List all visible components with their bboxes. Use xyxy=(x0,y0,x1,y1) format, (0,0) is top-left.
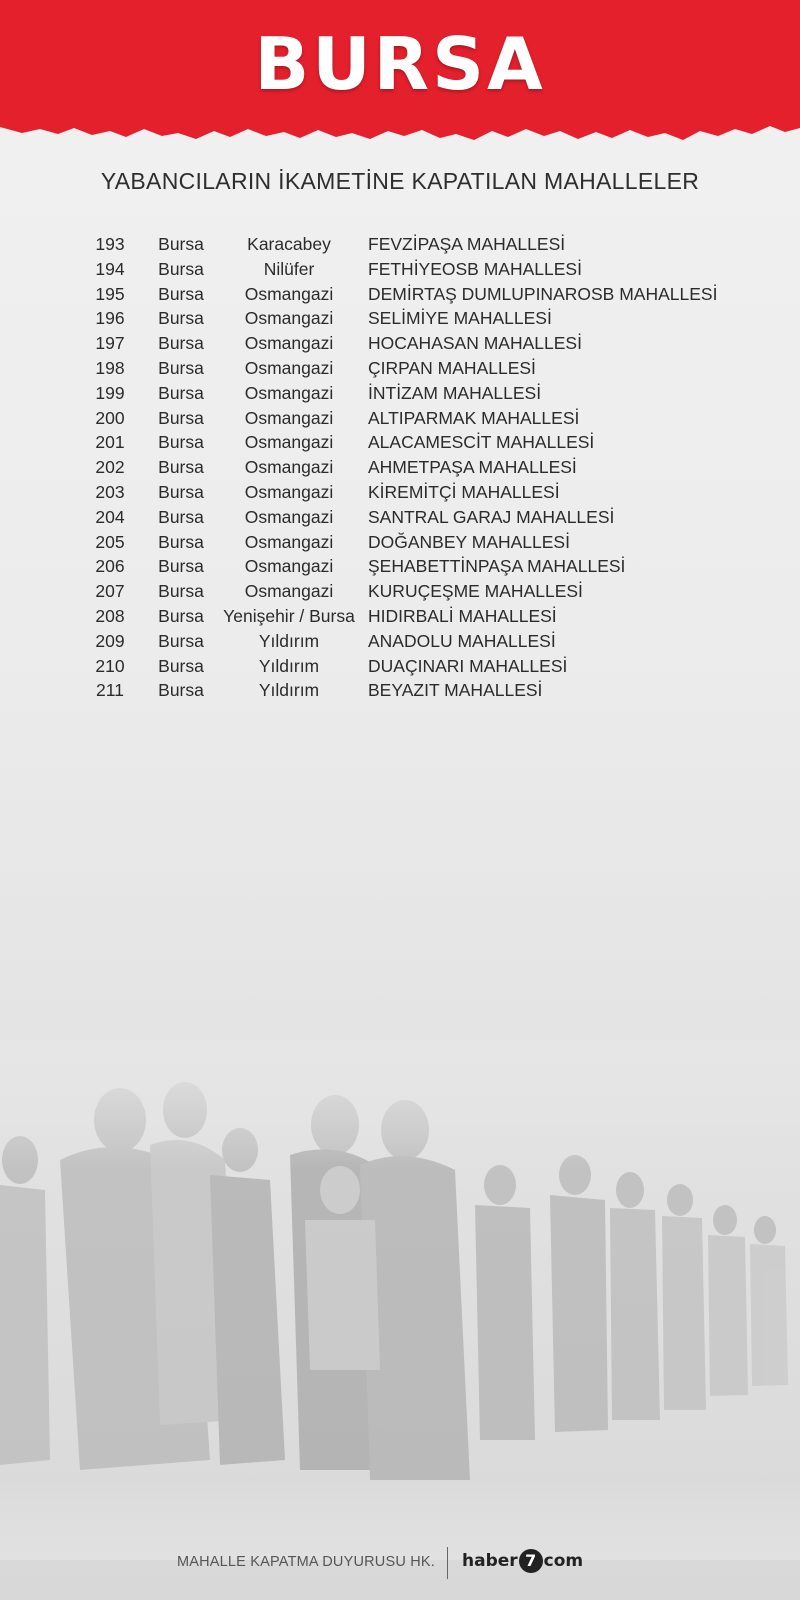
row-neighborhood: SANTRAL GARAJ MAHALLESİ xyxy=(368,506,615,527)
row-neighborhood: KURUÇEŞME MAHALLESİ xyxy=(368,581,583,602)
table-row xyxy=(0,432,800,457)
logo-text-right: com xyxy=(543,1551,584,1571)
row-province: Bursa xyxy=(158,258,204,279)
row-number: 211 xyxy=(96,680,124,701)
row-number: 207 xyxy=(95,581,125,602)
row-number: 193 xyxy=(95,234,125,254)
row-neighborhood: ÇIRPAN MAHALLESİ xyxy=(368,358,536,378)
table-row xyxy=(0,358,800,383)
row-district: Karacabey xyxy=(247,234,331,254)
row-neighborhood: ALTIPARMAK MAHALLESİ xyxy=(368,407,580,428)
row-province: Bursa xyxy=(158,482,204,502)
row-province: Bursa xyxy=(158,432,204,453)
table-row xyxy=(0,556,800,581)
table-row xyxy=(0,656,800,681)
row-neighborhood: AHMETPAŞA MAHALLESİ xyxy=(368,457,577,478)
row-district: Yıldırım xyxy=(258,680,320,701)
row-province: Bursa xyxy=(158,655,204,676)
logo-text-left: haber xyxy=(462,1551,518,1571)
row-district: Osmangazi xyxy=(244,457,334,478)
row-neighborhood: KİREMİTÇİ MAHALLESİ xyxy=(368,482,560,502)
row-district: Yıldırım xyxy=(258,655,320,676)
footer xyxy=(0,1545,800,1581)
row-province: Bursa xyxy=(158,407,204,428)
row-neighborhood: ŞEHABETTİNPAŞA MAHALLESİ xyxy=(368,556,626,577)
row-province: Bursa xyxy=(158,506,204,527)
row-neighborhood: SELİMİYE MAHALLESİ xyxy=(368,308,552,329)
page-subtitle: YABANCILARIN İKAMETİNE KAPATILAN MAHALLELER xyxy=(100,168,700,194)
row-neighborhood: HIDIRBALİ MAHALLESİ xyxy=(368,606,557,626)
row-province: Bursa xyxy=(158,606,204,626)
row-number: 210 xyxy=(95,655,125,676)
city-title: BURSA xyxy=(254,22,546,106)
row-district: Osmangazi xyxy=(244,358,334,378)
row-neighborhood: DOĞANBEY MAHALLESİ xyxy=(368,531,570,552)
row-district: Nilüfer xyxy=(263,258,315,279)
row-number: 202 xyxy=(95,457,125,478)
row-number: 200 xyxy=(95,407,125,428)
row-neighborhood: ALACAMESCİT MAHALLESİ xyxy=(368,432,595,453)
row-district: Osmangazi xyxy=(244,333,334,354)
row-province: Bursa xyxy=(158,308,204,329)
footer-separator xyxy=(447,1547,448,1579)
crowd-background-image xyxy=(0,1040,800,1560)
table-row xyxy=(0,482,800,507)
row-district: Osmangazi xyxy=(244,556,334,577)
row-number: 201 xyxy=(95,432,125,453)
table-row xyxy=(0,284,800,309)
row-number: 208 xyxy=(95,606,125,626)
row-district: Osmangazi xyxy=(244,531,334,552)
haber7-logo xyxy=(462,1549,583,1579)
row-neighborhood: FETHİYEOSB MAHALLESİ xyxy=(368,258,582,279)
row-province: Bursa xyxy=(158,333,204,354)
row-district: Yıldırım xyxy=(258,630,320,651)
table-row xyxy=(0,457,800,482)
row-district: Osmangazi xyxy=(244,482,334,502)
row-number: 203 xyxy=(95,482,125,502)
row-district: Yenişehir / Bursa xyxy=(223,606,355,626)
row-number: 197 xyxy=(95,333,125,354)
row-number: 209 xyxy=(95,630,125,651)
row-province: Bursa xyxy=(158,283,204,304)
row-neighborhood: HOCAHASAN MAHALLESİ xyxy=(368,333,582,354)
row-number: 194 xyxy=(95,258,125,279)
row-number: 205 xyxy=(95,531,125,552)
row-district: Osmangazi xyxy=(244,581,334,602)
table-row xyxy=(0,259,800,284)
row-neighborhood: FEVZİPAŞA MAHALLESİ xyxy=(368,234,566,254)
row-neighborhood: DEMİRTAŞ DUMLUPINAROSB MAHALLESİ xyxy=(368,283,718,304)
row-district: Osmangazi xyxy=(244,283,334,304)
row-neighborhood: BEYAZIT MAHALLESİ xyxy=(368,680,543,701)
row-district: Osmangazi xyxy=(244,407,334,428)
row-district: Osmangazi xyxy=(244,308,334,329)
row-neighborhood: ANADOLU MAHALLESİ xyxy=(368,630,556,651)
table-row xyxy=(0,333,800,358)
table-row xyxy=(0,383,800,408)
row-number: 199 xyxy=(95,382,125,403)
logo-seven-badge: 7 xyxy=(519,1549,543,1573)
table-row xyxy=(0,631,800,656)
row-province: Bursa xyxy=(158,531,204,552)
row-province: Bursa xyxy=(158,382,204,403)
row-number: 198 xyxy=(95,358,125,378)
table-row xyxy=(0,606,800,631)
row-number: 206 xyxy=(95,556,125,577)
row-province: Bursa xyxy=(158,234,204,254)
row-district: Osmangazi xyxy=(244,382,334,403)
row-province: Bursa xyxy=(158,457,204,478)
row-number: 195 xyxy=(95,283,125,304)
table-row xyxy=(0,234,800,259)
table-row xyxy=(0,308,800,333)
row-province: Bursa xyxy=(158,581,204,602)
row-number: 204 xyxy=(95,506,125,527)
row-number: 196 xyxy=(95,308,125,329)
row-neighborhood: DUAÇINARI MAHALLESİ xyxy=(368,655,568,676)
table-row xyxy=(0,581,800,606)
table-row xyxy=(0,532,800,557)
row-district: Osmangazi xyxy=(244,432,334,453)
row-neighborhood: İNTİZAM MAHALLESİ xyxy=(368,382,542,403)
table-row xyxy=(0,680,800,705)
row-district: Osmangazi xyxy=(244,506,334,527)
table-row xyxy=(0,507,800,532)
row-province: Bursa xyxy=(158,556,204,577)
row-province: Bursa xyxy=(158,358,204,378)
row-province: Bursa xyxy=(158,630,204,651)
row-province: Bursa xyxy=(158,680,204,701)
header-banner xyxy=(0,0,800,150)
table-row xyxy=(0,408,800,433)
footer-note: MAHALLE KAPATMA DUYURUSU HK. xyxy=(176,1554,435,1570)
